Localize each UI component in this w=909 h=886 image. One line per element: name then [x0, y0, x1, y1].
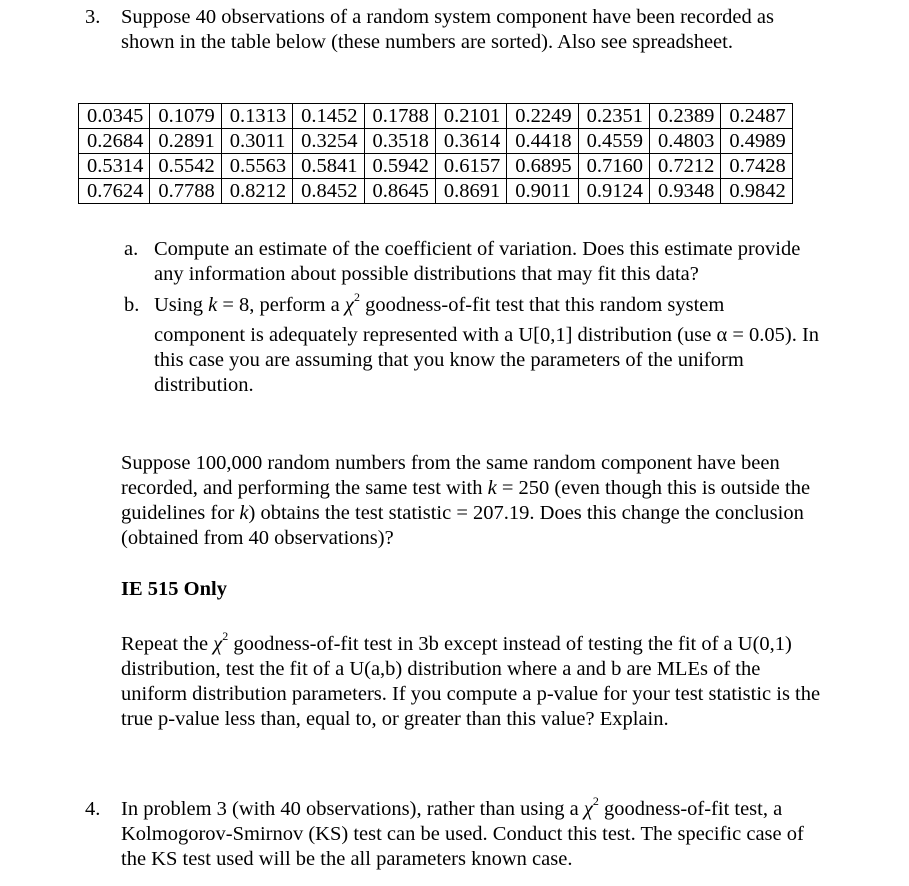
table-cell: 0.2891: [150, 129, 221, 154]
k-variable: k: [208, 294, 218, 316]
followup-paragraph: [121, 451, 810, 551]
table-row: [79, 179, 793, 204]
table-cell: 0.4989: [721, 129, 792, 154]
chi-symbol: χ: [583, 798, 593, 820]
k-variable: k: [239, 502, 249, 524]
repeat-line-1: Repeat the $\chi^2$ goodness-of-fit test in 3b except instead of testing the fit of a U(0,1): [121, 629, 792, 655]
table-cell: 0.4559: [578, 129, 649, 154]
table-cell: 0.9011: [507, 179, 578, 204]
table-cell: 0.9348: [650, 179, 721, 204]
part-b-label: b.: [124, 294, 140, 316]
part-b-line-3: this case you are assuming that you know the parameters of the uniform: [154, 349, 744, 371]
table-cell: 0.7624: [79, 179, 150, 204]
part-a-text: [154, 237, 800, 287]
ie-515-heading: IE 515 Only: [121, 578, 227, 600]
table-cell: 0.1452: [293, 104, 364, 129]
table-cell: 0.8645: [364, 179, 435, 204]
table-cell: 0.6157: [435, 154, 506, 179]
table-cell: 0.2487: [721, 104, 792, 129]
question-4-number: 4.: [85, 798, 101, 820]
table-cell: 0.8691: [435, 179, 506, 204]
table-cell: 0.1313: [221, 104, 292, 129]
part-a-line-1: Compute an estimate of the coefficient of variation. Does this estimate provide: [154, 238, 801, 260]
chi-exponent: 2: [592, 794, 599, 809]
part-b-line-4: distribution.: [154, 374, 254, 396]
table-cell: 0.9842: [721, 179, 792, 204]
table-cell: 0.3614: [435, 129, 506, 154]
q4-line-3: the KS test used will be the all parameters known case.: [121, 848, 573, 870]
table-cell: 0.2249: [507, 104, 578, 129]
table-cell: 0.2389: [650, 104, 721, 129]
q4-line-1: In problem 3 (with 40 observations), rather than using a $\chi^2$ goodness-of-fit test, a: [121, 794, 783, 820]
observations-table: [78, 103, 793, 204]
table-cell: 0.7212: [650, 154, 721, 179]
table-cell: 0.8452: [293, 179, 364, 204]
table-cell: 0.4803: [650, 129, 721, 154]
table-cell: 0.2101: [435, 104, 506, 129]
table-cell: 0.7428: [721, 154, 792, 179]
chi-symbol: χ: [213, 633, 223, 655]
table-row: [79, 129, 793, 154]
table-cell: 0.1788: [364, 104, 435, 129]
table-cell: 0.1079: [150, 104, 221, 129]
part-a-label: a.: [124, 238, 139, 260]
repeat-line-3: uniform distribution parameters. If you compute a p-value for your test statistic is the: [121, 683, 821, 705]
ie-515-paragraph: [121, 629, 821, 732]
question-3-number: 3.: [85, 6, 101, 28]
table-cell: 0.5542: [150, 154, 221, 179]
table-cell: 0.7160: [578, 154, 649, 179]
part-a-line-2: any information about possible distributions that may fit this data?: [154, 263, 699, 285]
table-cell: 0.8212: [221, 179, 292, 204]
q3-line-2: shown in the table below (these numbers are sorted). Also see spreadsheet.: [121, 31, 733, 53]
followup-line-3: guidelines for k) obtains the test statistic = 207.19. Does this change the conclusion: [121, 502, 804, 524]
table-cell: 0.3011: [221, 129, 292, 154]
repeat-line-4: true p-value less than, equal to, or greater than this value? Explain.: [121, 708, 669, 730]
table-cell: 0.7788: [150, 179, 221, 204]
table-cell: 0.5563: [221, 154, 292, 179]
table-cell: 0.5841: [293, 154, 364, 179]
question-4-text: [121, 794, 804, 872]
table-cell: 0.3254: [293, 129, 364, 154]
table-cell: 0.0345: [79, 104, 150, 129]
chi-exponent: 2: [353, 290, 360, 305]
table-cell: 0.5942: [364, 154, 435, 179]
chi-symbol: χ: [344, 294, 354, 316]
part-b-text: [154, 290, 820, 398]
table-cell: 0.3518: [364, 129, 435, 154]
followup-line-2: recorded, and performing the same test with k = 250 (even though this is outside the: [121, 477, 811, 499]
table-row: [79, 154, 793, 179]
followup-line-1: Suppose 100,000 random numbers from the same random component have been: [121, 452, 780, 474]
k-variable: k: [487, 477, 497, 499]
table-cell: 0.6895: [507, 154, 578, 179]
table-cell: 0.4418: [507, 129, 578, 154]
part-b-line-2: component is adequately represented with a U[0,1] distribution (use α = 0.05). In: [154, 324, 820, 346]
q4-line-2: Kolmogorov-Smirnov (KS) test can be used. Conduct this test. The specific case of: [121, 823, 804, 845]
table-cell: 0.2684: [79, 129, 150, 154]
table-cell: 0.2351: [578, 104, 649, 129]
part-b-line-1: Using k = 8, perform a $\chi^2$ goodness-of-fit test that this random system: [154, 290, 725, 316]
question-3-intro: [121, 5, 774, 55]
repeat-line-2: distribution, test the fit of a U(a,b) distribution where a and b are MLEs of the: [121, 658, 761, 680]
q3-line-1: Suppose 40 observations of a random system component have been recorded as: [121, 6, 774, 28]
table-cell: 0.5314: [79, 154, 150, 179]
table-cell: 0.9124: [578, 179, 649, 204]
chi-exponent: 2: [222, 629, 229, 644]
followup-line-4: (obtained from 40 observations)?: [121, 527, 394, 549]
table-row: [79, 104, 793, 129]
